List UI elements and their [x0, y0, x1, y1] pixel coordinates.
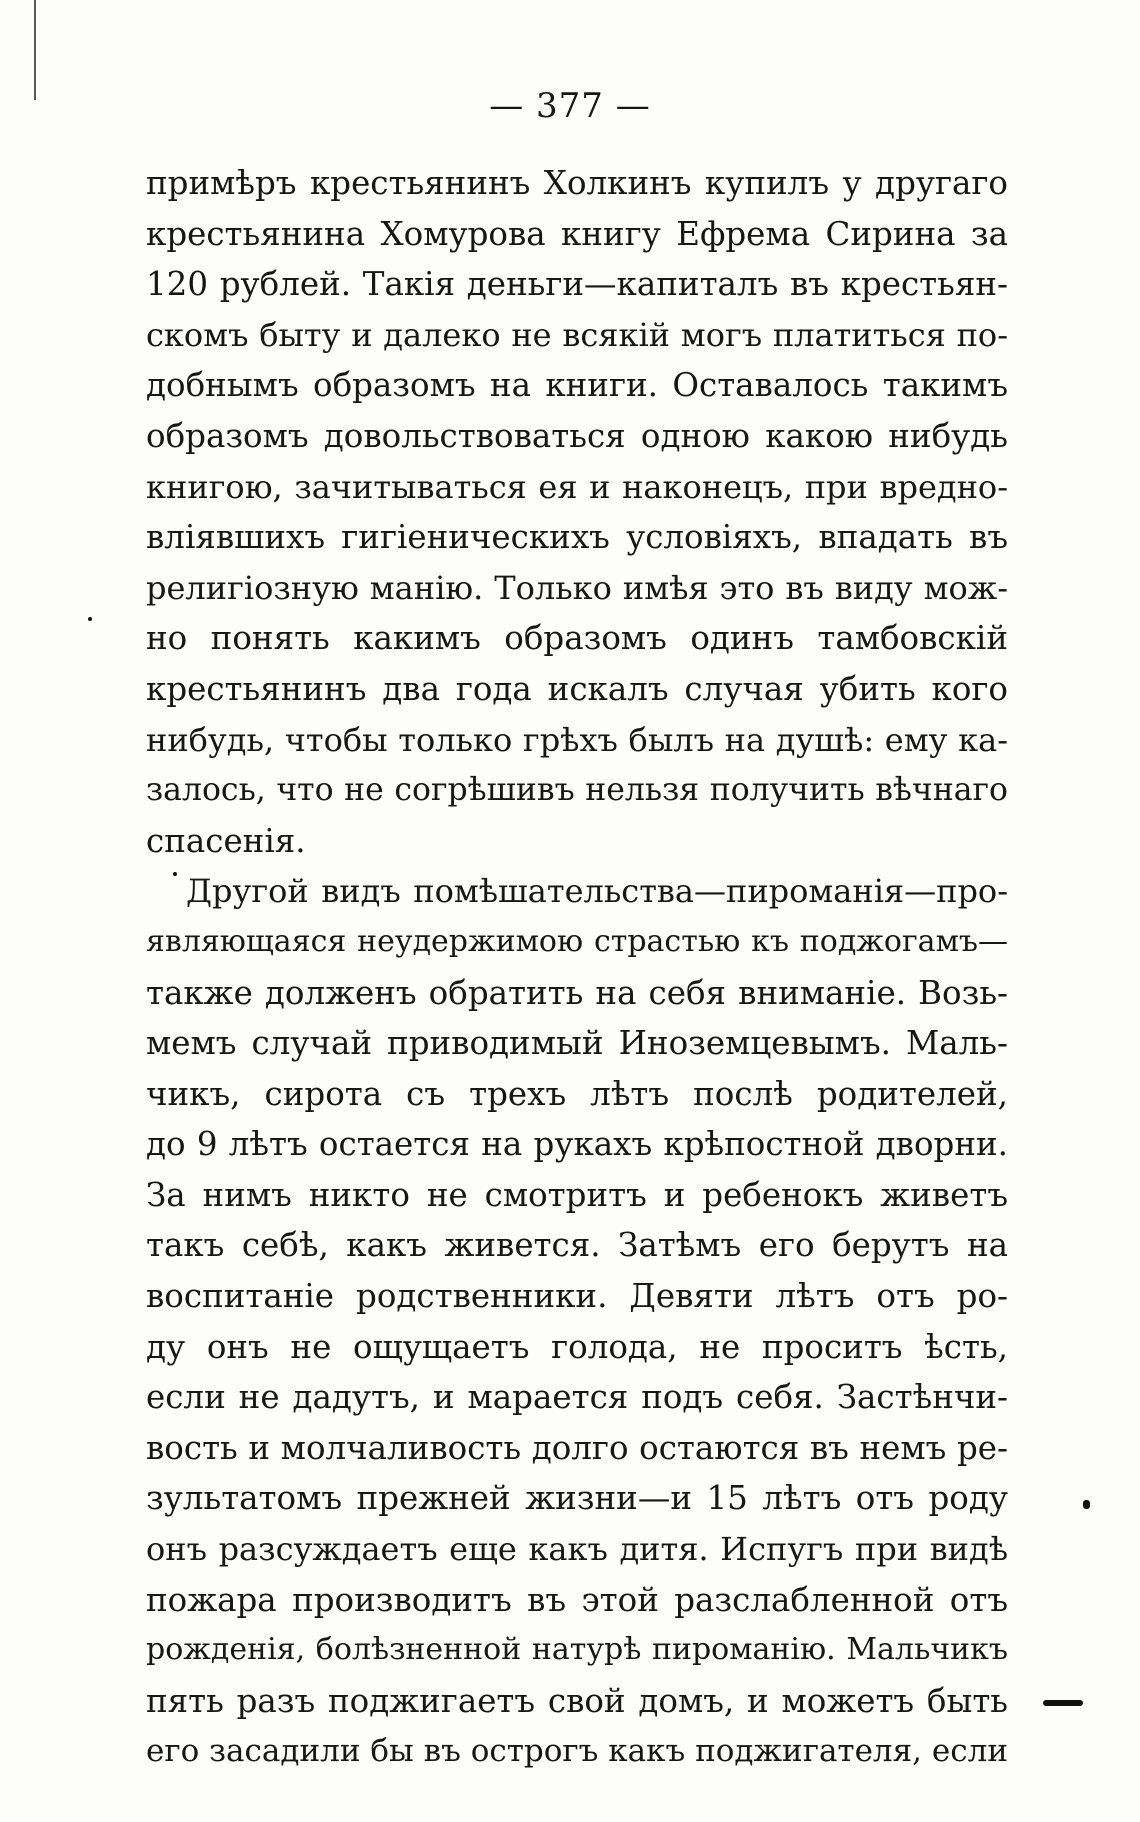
text-line: книгою, зачитываться ея и наконецъ, при вредно- — [146, 467, 1008, 506]
text-line: вліявшихъ гигіеническихъ условіяхъ, впадать въ — [146, 518, 1008, 557]
text-line: онъ разсуждаетъ еще какъ дитя. Испугъ при видѣ — [146, 1530, 1008, 1569]
text-line: также долженъ обратить на себя вниманіе. Возь- — [146, 973, 1008, 1012]
text-line: нибудь, чтобы только грѣхъ былъ на душѣ: ему ка- — [146, 720, 1008, 759]
text-line: крестьянинъ два года искалъ случая убить кого — [146, 669, 1008, 708]
scan-dash-mark — [1043, 1700, 1083, 1706]
text-line: если не дадутъ, и марается подъ себя. Застѣнчи- — [146, 1378, 1008, 1417]
paragraph-1 — [146, 158, 1008, 866]
text-line: но понять какимъ образомъ одинъ тамбовскій — [146, 619, 1008, 658]
text-line: спасенія. — [146, 821, 306, 860]
scan-edge-line — [34, 0, 36, 100]
text-line: За нимъ никто не смотритъ и ребенокъ живетъ — [146, 1175, 1008, 1214]
text-line: такъ себѣ, какъ живется. Затѣмъ его берутъ на — [146, 1226, 1008, 1265]
text-line: до 9 лѣтъ остается на рукахъ крѣпостной дворни. — [146, 1125, 1008, 1164]
paragraph-2 — [146, 866, 1008, 1777]
text-line: ду онъ не ощущаетъ голода, не проситъ ѣсть, — [146, 1327, 1008, 1366]
body-text — [146, 158, 1008, 1777]
text-line: скомъ быту и далеко не всякій могъ платиться по- — [146, 315, 1008, 354]
page-number: — 377 — — [489, 86, 651, 126]
text-line: мемъ случай приводимый Иноземцевымъ. Маль- — [146, 1024, 1008, 1063]
text-line: крестьянина Хомурова книгу Ефрема Сирина за — [146, 214, 1008, 253]
text-line: образомъ довольствоваться одною какою нибудь — [146, 416, 1008, 455]
text-line: его засадили бы въ острогъ какъ поджигателя, если — [146, 1733, 1008, 1770]
scan-speck — [88, 617, 92, 621]
text-line: чикъ, сирота съ трехъ лѣтъ послѣ родителей, — [146, 1074, 1008, 1113]
text-line: 120 рублей. Такія деньги—капиталъ въ крестьян- — [146, 265, 1008, 304]
text-line: примѣръ крестьянинъ Холкинъ купилъ у другаго — [146, 164, 1008, 202]
text-line: являющаяся неудержимою страстью къ поджогамъ— — [146, 923, 1008, 959]
scan-speck — [1083, 1500, 1090, 1509]
text-line: зультатомъ прежней жизни—и 15 лѣтъ отъ роду — [146, 1479, 1008, 1518]
text-line: залось, что не согрѣшивъ нельзя получить вѣчнаго — [146, 772, 1008, 809]
text-line: добнымъ образомъ на книги. Оставалось такимъ — [146, 366, 1008, 405]
scan-speck — [173, 872, 177, 876]
text-line: вость и молчаливость долго остаются въ немъ ре- — [146, 1428, 1008, 1467]
text-line: религіозную манію. Только имѣя это въ виду мож- — [146, 568, 1008, 607]
text-line: Другой видъ помѣшательства—пироманія—про- — [186, 872, 1008, 911]
text-line: рожденія, болѣзненной натурѣ пироманію. Мальчикъ — [146, 1632, 1008, 1668]
text-line: воспитаніе родственники. Девяти лѣтъ отъ ро- — [146, 1277, 1008, 1316]
text-line: пять разъ поджигаетъ свой домъ, и можетъ быть — [146, 1681, 1008, 1720]
text-line: пожара производитъ въ этой разслабленной отъ — [146, 1580, 1008, 1619]
